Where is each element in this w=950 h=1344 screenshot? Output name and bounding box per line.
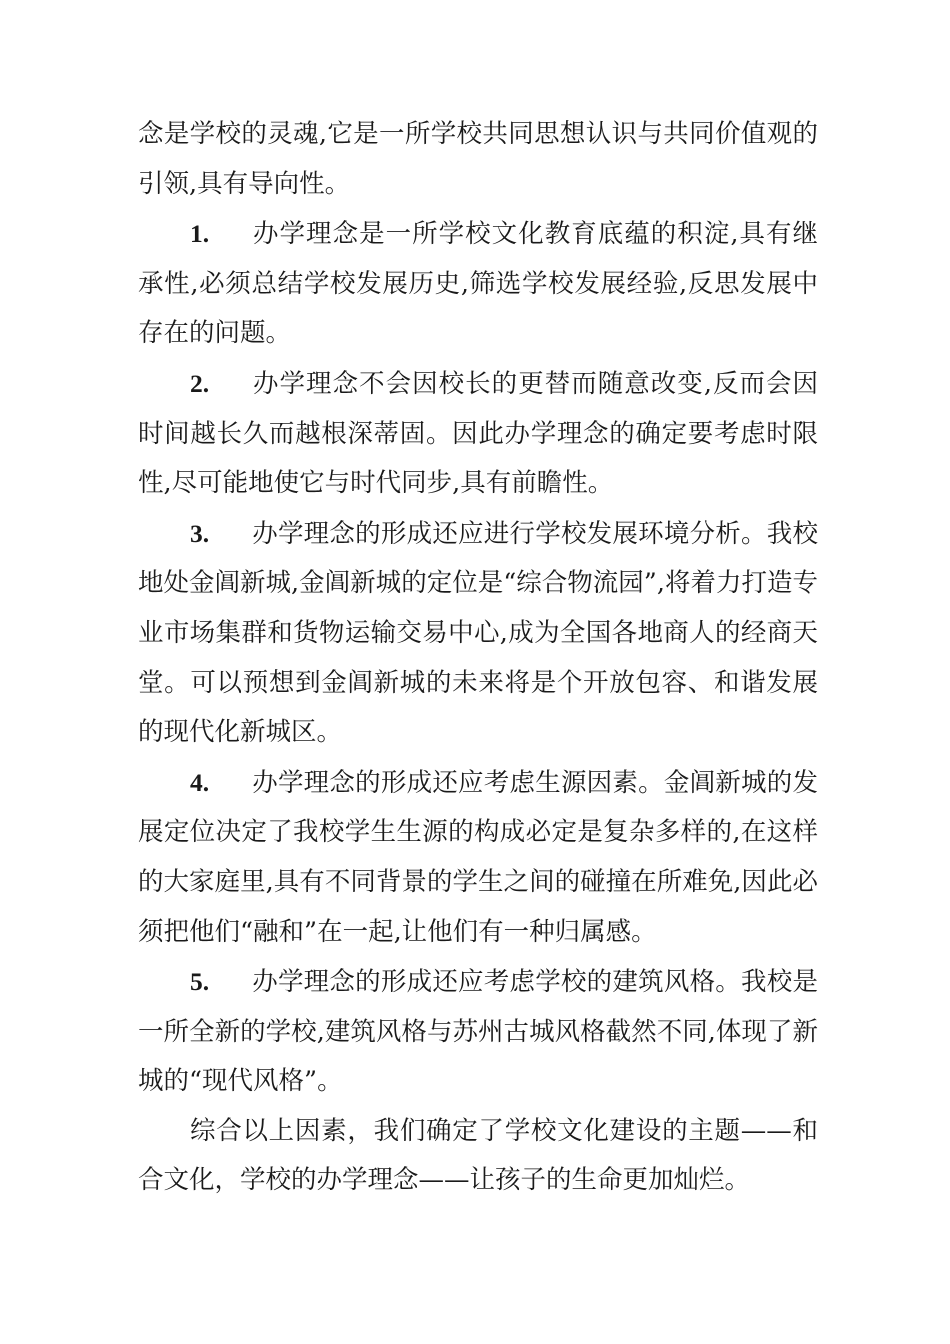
list-item-5 — [138, 957, 818, 1107]
document-body — [138, 110, 818, 1206]
list-item-1 — [138, 209, 818, 359]
list-item-4 — [138, 758, 818, 957]
list-item-number: 5. — [190, 967, 210, 997]
list-item-text: 办学理念的形成还应考虑生源因素。金阊新城的发展定位决定了我校学生生源的构成必定是复杂多样的,在这样的大家庭里,具有不同背景的学生之间的碰撞在所难免,因此必须把他们“融和”在一起,让他们有一种归属感。 — [138, 767, 818, 947]
list-item-text: 办学理念的形成还应考虑学校的建筑风格。我校是一所全新的学校,建筑风格与苏州古城风格截然不同,体现了新城的“现代风格”。 — [138, 967, 818, 1097]
intro-paragraph: 念是学校的灵魂,它是一所学校共同思想认识与共同价值观的引领,具有导向性。 — [138, 119, 818, 199]
list-item-number: 2. — [190, 368, 210, 398]
list-item-number: 4. — [190, 767, 210, 797]
list-item-number: 3. — [190, 518, 210, 548]
conclusion-paragraph: 综合以上因素，我们确定了学校文化建设的主题——和合文化，学校的办学理念——让孩子的生命更加灿烂。 — [138, 1115, 818, 1196]
list-item-text: 办学理念是一所学校文化教育底蕴的积淀,具有继承性,必须总结学校发展历史,筛选学校发展经验,反思发展中存在的问题。 — [138, 219, 818, 349]
list-item-3 — [138, 509, 818, 758]
list-item-text: 办学理念的形成还应进行学校发展环境分析。我校地处金阊新城,金阊新城的定位是“综合物流园”,将着力打造专业市场集群和货物运输交易中心,成为全国各地商人的经商天堂。可以预想到金阊新城的未来将是个开放包容、和谐发展的现代化新城区。 — [138, 518, 818, 748]
list-item-2 — [138, 359, 818, 509]
list-item-number: 1. — [190, 219, 210, 249]
list-item-text: 办学理念不会因校长的更替而随意改变,反而会因时间越长久而越根深蒂固。因此办学理念的确定要考虑时限性,尽可能地使它与时代同步,具有前瞻性。 — [138, 368, 818, 499]
